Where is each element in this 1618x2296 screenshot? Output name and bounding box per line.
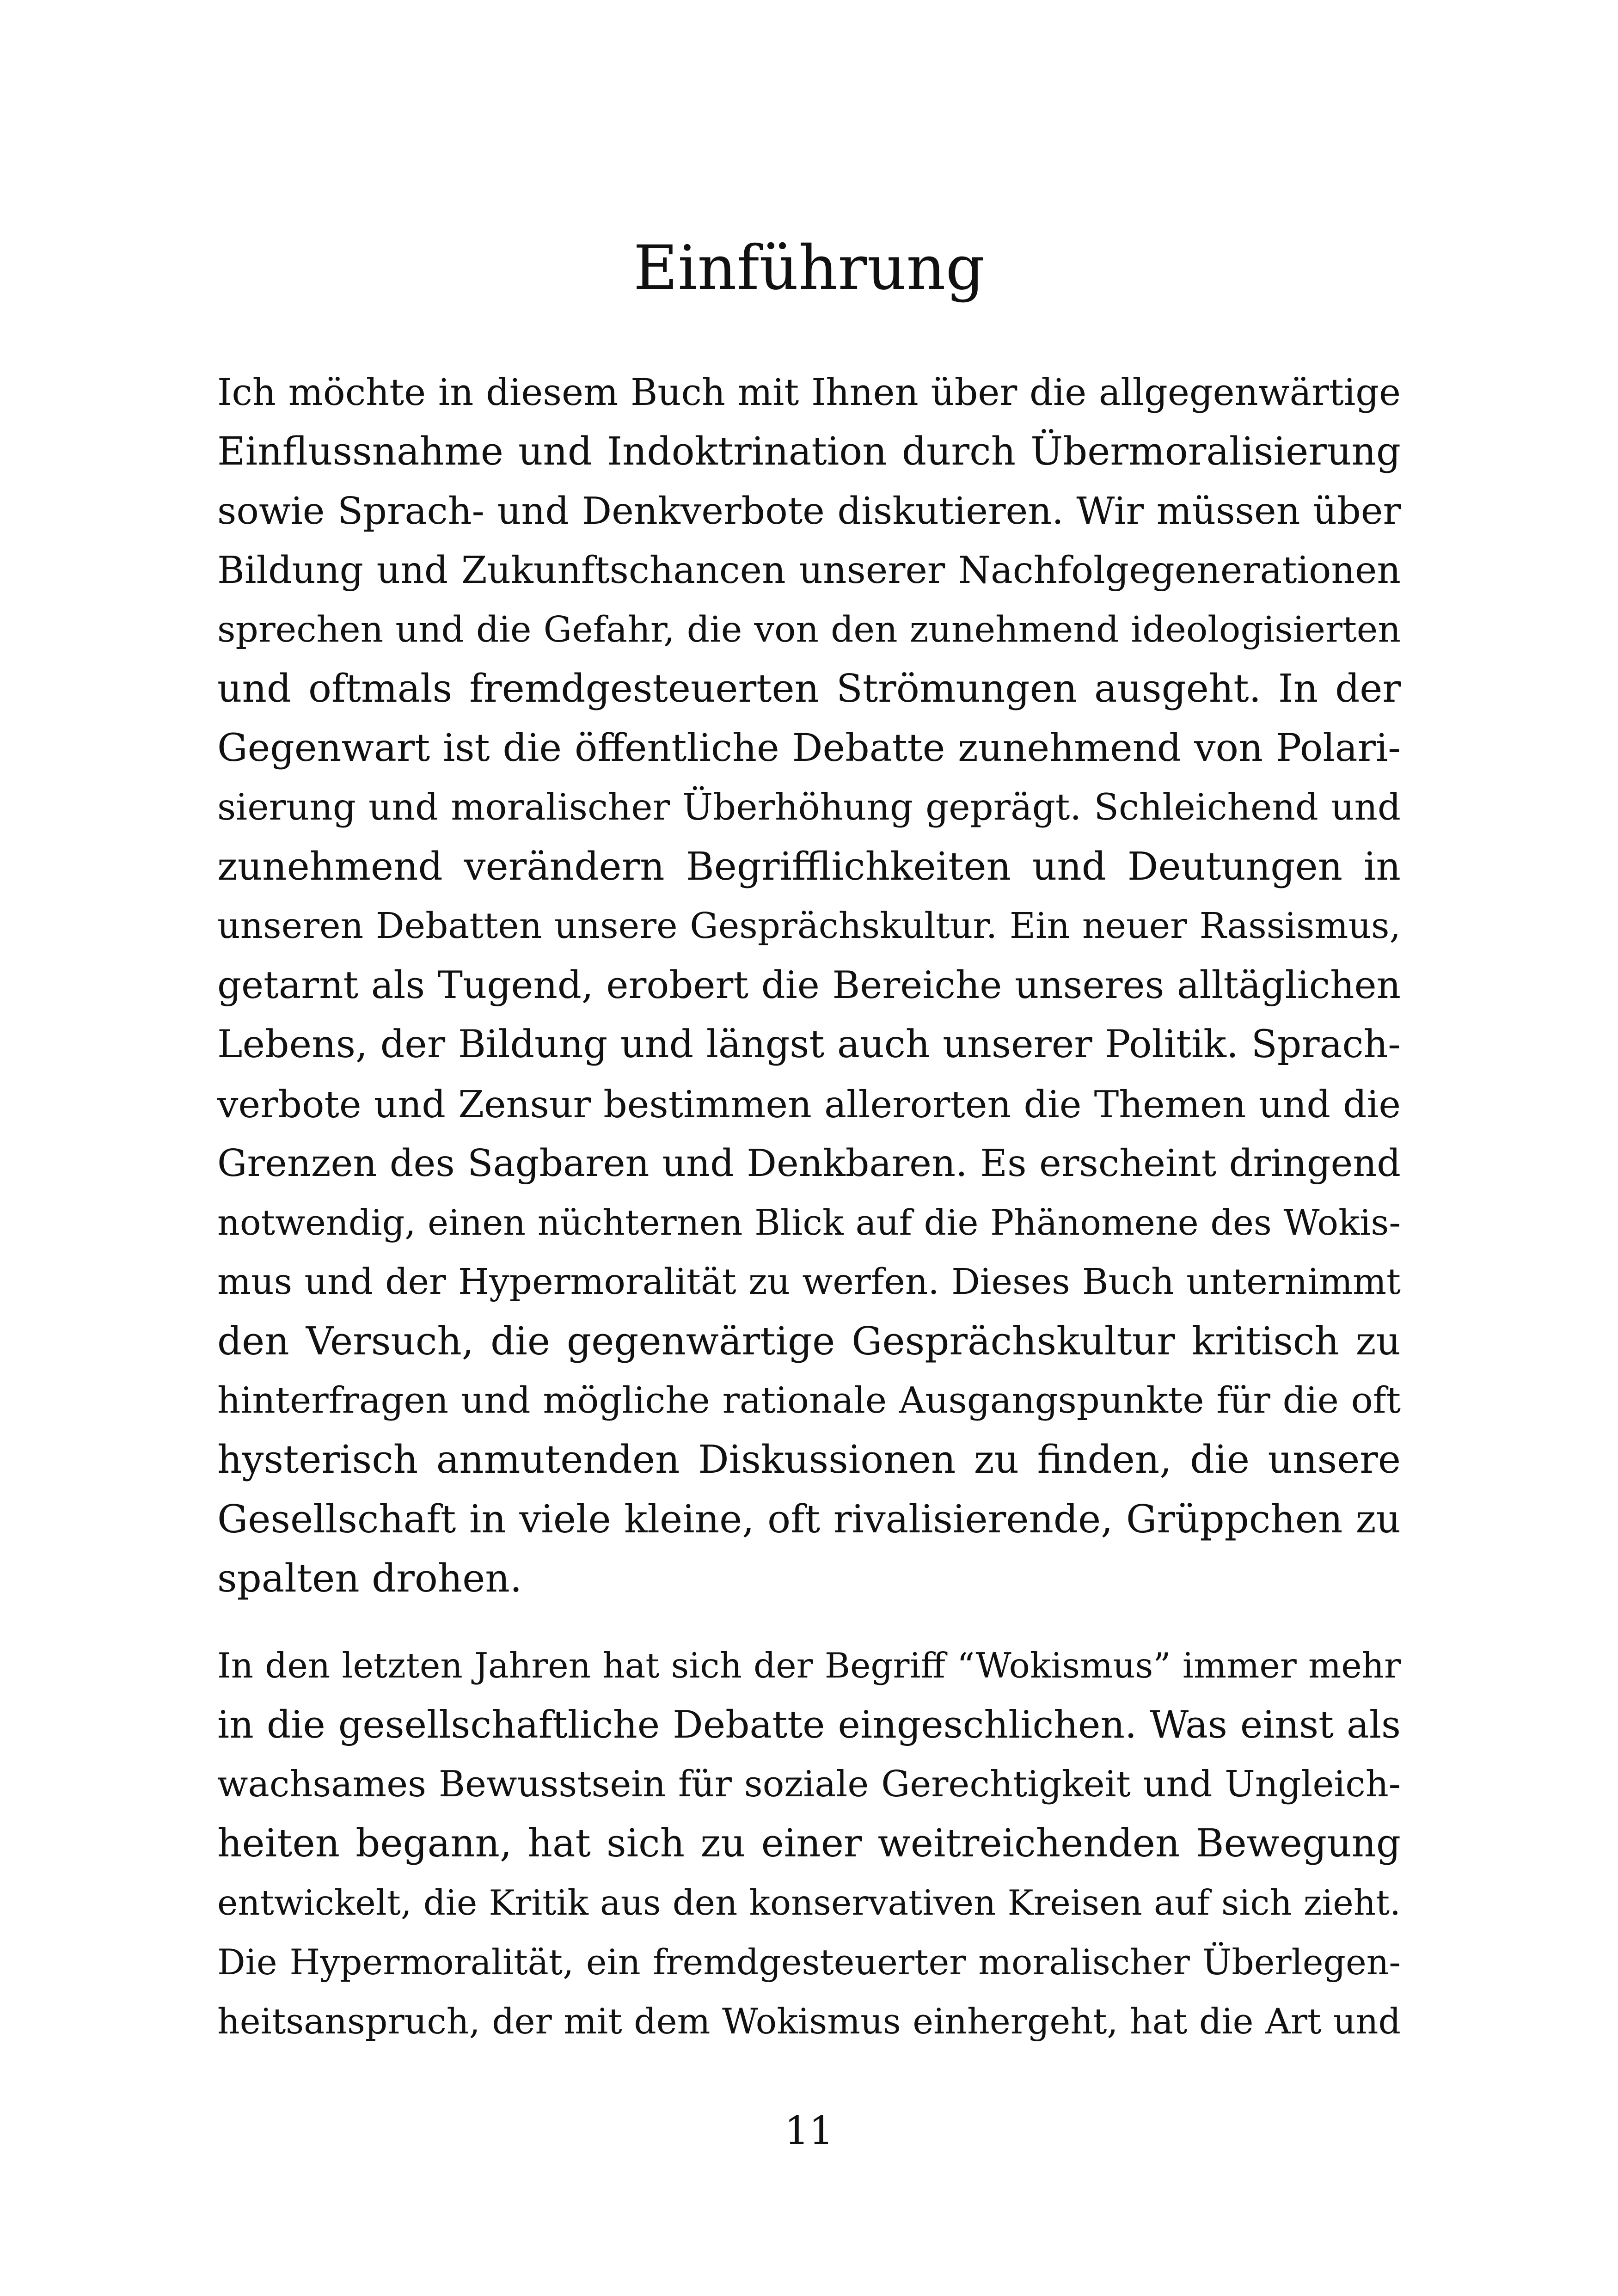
text-line: und oftmals fremdgesteuerten Strömungen ausgeht. In der (217, 666, 1401, 711)
text-line: notwendig, einen nüchternen Blick auf die Phänomene des Wokis- (217, 1202, 1401, 1243)
text-line: Lebens, der Bildung und längst auch unserer Politik. Sprach- (217, 1022, 1401, 1067)
text-line: hysterisch anmutenden Diskussionen zu finden, die unsere (217, 1437, 1401, 1482)
text-line: heitsanspruch, der mit dem Wokismus einhergeht, hat die Art und (217, 2001, 1401, 2042)
chapter-title: Einführung (633, 233, 985, 304)
text-line: Gesellschaft in viele kleine, oft rivalisierende, Grüppchen zu (217, 1496, 1401, 1542)
text-line: in die gesellschaftliche Debatte eingeschlichen. Was einst als (217, 1702, 1401, 1747)
text-line: mus und der Hypermoralität zu werfen. Dieses Buch unternimmt (217, 1261, 1401, 1303)
text-line: sierung und moralischer Überhöhung geprägt. Schleichend und (217, 786, 1401, 829)
text-line: heiten begann, hat sich zu einer weitreichenden Bewegung (217, 1821, 1401, 1866)
text-line: Ich möchte in diesem Buch mit Ihnen über die allgegenwärtige (217, 371, 1401, 414)
text-line: getarnt als Tugend, erobert die Bereiche unseres alltäglichen (217, 963, 1401, 1007)
text-line: Gegenwart ist die öffentliche Debatte zunehmend von Polari- (217, 726, 1401, 770)
text-line: Die Hypermoralität, ein fremdgesteuerter moralischer Überlegen- (217, 1941, 1401, 1983)
page-number: 11 (784, 2108, 834, 2153)
text-line: den Versuch, die gegenwärtige Gesprächskultur kritisch zu (217, 1318, 1401, 1364)
text-line: wachsames Bewusstsein für soziale Gerechtigkeit und Ungleich- (217, 1763, 1401, 1805)
text-line: Bildung und Zukunftschancen unserer Nachfolgegenerationen (217, 548, 1401, 592)
text-line: unseren Debatten unsere Gesprächskultur. Ein neuer Rassismus, (217, 905, 1401, 947)
text-line: In den letzten Jahren hat sich der Begriff “Wokismus” immer mehr (217, 1645, 1401, 1686)
body-text (217, 363, 1401, 2079)
text-line: Einflussnahme und Indoktrination durch Übermoralisierung (217, 429, 1401, 474)
text-line: spalten drohen. (217, 1555, 522, 1601)
text-line: entwickelt, die Kritik aus den konservativen Kreisen auf sich zieht. (217, 1882, 1401, 1923)
text-line: sprechen und die Gefahr, die von den zunehmend ideologisierten (217, 609, 1401, 651)
text-line: verbote und Zensur bestimmen allerorten die Themen und die (217, 1082, 1401, 1126)
text-line: zunehmend verändern Begrifflichkeiten und Deutungen in (217, 844, 1401, 889)
paragraph (217, 1636, 1401, 2051)
text-line: Grenzen des Sagbaren und Denkbaren. Es erscheint dringend (217, 1141, 1401, 1185)
paragraph (217, 363, 1401, 1608)
text-line: sowie Sprach- und Denkverbote diskutieren. Wir müssen über (217, 489, 1401, 533)
text-line: hinterfragen und mögliche rationale Ausgangspunkte für die oft (217, 1379, 1401, 1422)
